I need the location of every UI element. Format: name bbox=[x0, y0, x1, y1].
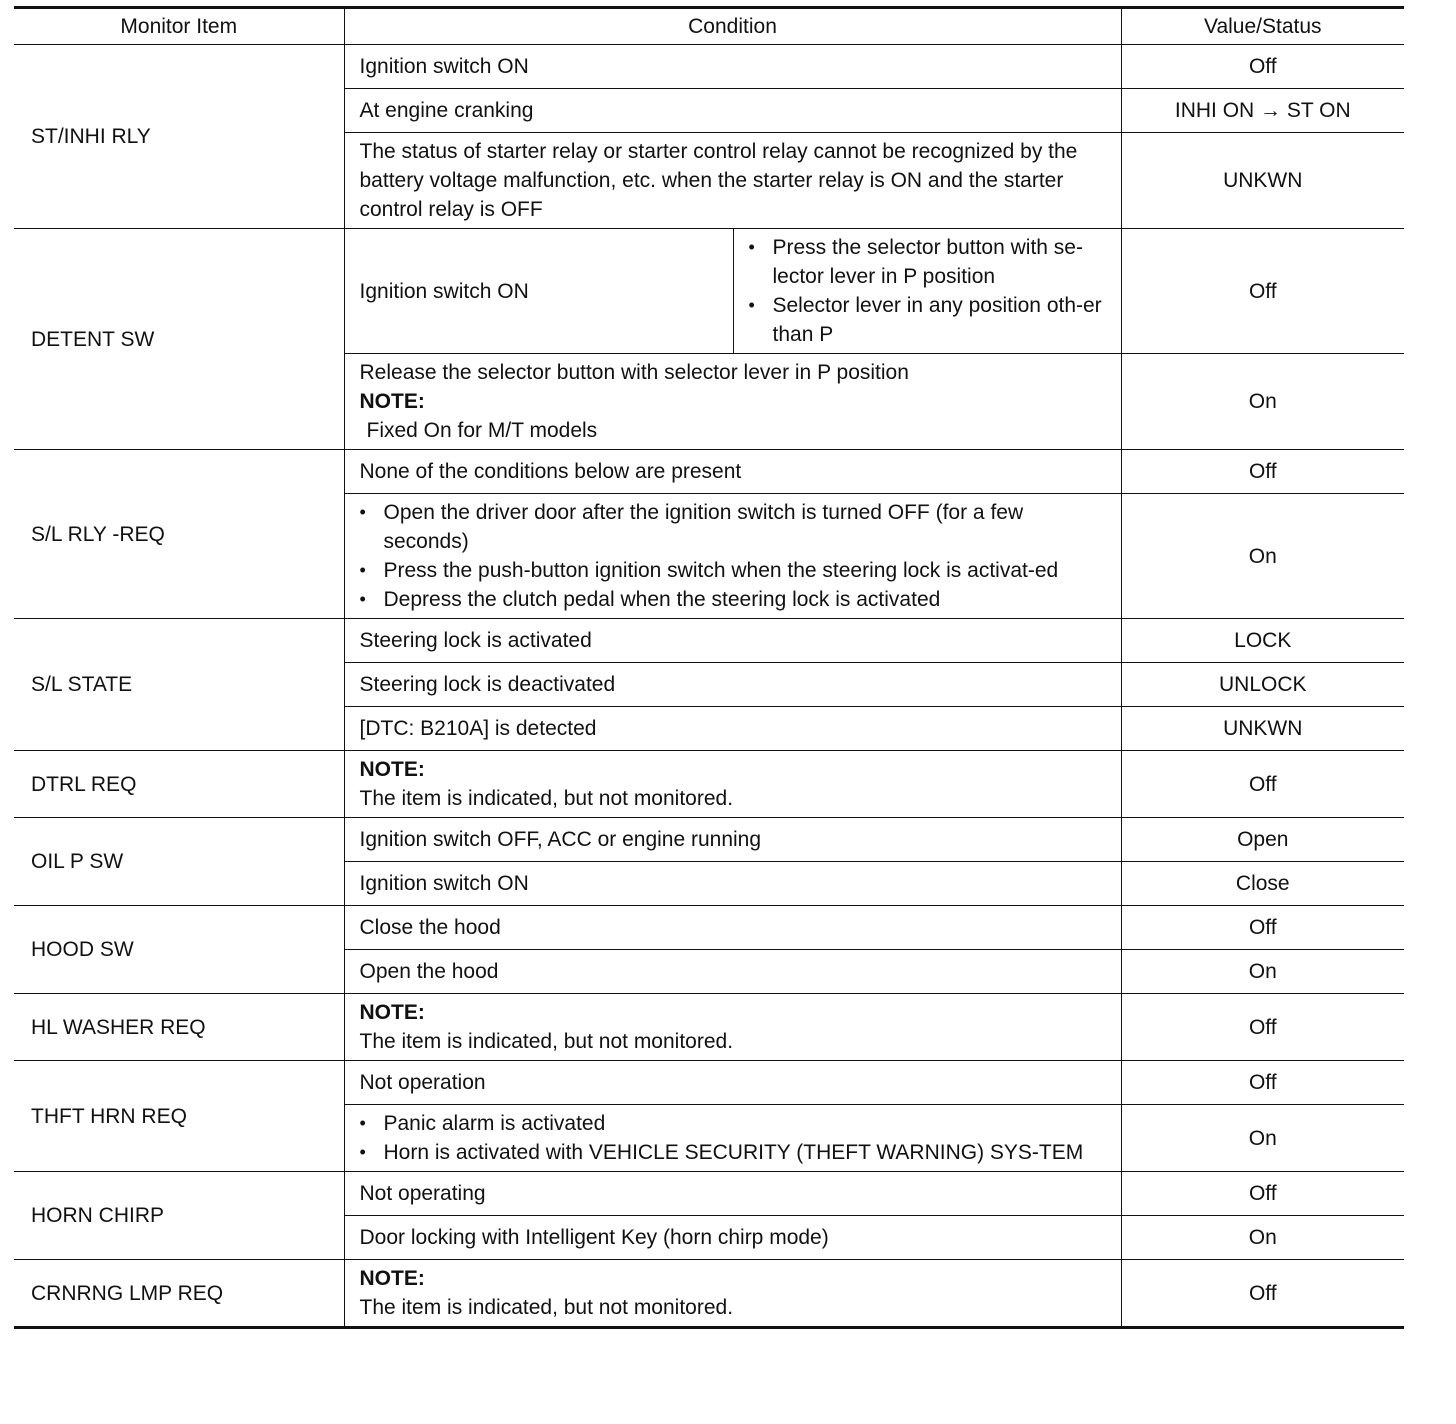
monitor-item: DTRL REQ bbox=[14, 751, 344, 818]
monitor-item: ST/INHI RLY bbox=[14, 45, 344, 229]
bullet-item: • Selector lever in any position oth-er than P bbox=[749, 291, 1107, 349]
note-text: The item is indicated, but not monitored. bbox=[359, 787, 734, 810]
table-row bbox=[14, 818, 1404, 862]
value-cell: Off bbox=[1121, 450, 1404, 494]
value-cell: Off bbox=[1121, 751, 1404, 818]
value-cell: UNKWN bbox=[1121, 133, 1404, 229]
condition-cell bbox=[344, 1260, 1121, 1328]
bullet-item: • Depress the clutch pedal when the steering lock is activated bbox=[360, 585, 1107, 614]
condition-cell: None of the conditions below are present bbox=[344, 450, 1121, 494]
monitor-item: DETENT SW bbox=[14, 229, 344, 450]
value-cell: Off bbox=[1121, 229, 1404, 354]
header-monitor-item: Monitor Item bbox=[14, 8, 344, 45]
monitor-item: HL WASHER REQ bbox=[14, 994, 344, 1061]
monitor-item: THFT HRN REQ bbox=[14, 1061, 344, 1172]
monitor-item: OIL P SW bbox=[14, 818, 344, 906]
note-label: NOTE: bbox=[359, 1267, 425, 1290]
bullet-item: • Press the selector button with se-lector lever in P position bbox=[749, 233, 1107, 291]
bullet-item: • Press the push-button ignition switch when the steering lock is activat-ed bbox=[360, 556, 1107, 585]
value-cell: On bbox=[1121, 950, 1404, 994]
condition-cell: Door locking with Intelligent Key (horn chirp mode) bbox=[344, 1216, 1121, 1260]
value-cell: Open bbox=[1121, 818, 1404, 862]
value-cell: On bbox=[1121, 1216, 1404, 1260]
bullet-list bbox=[749, 233, 1107, 349]
monitor-table bbox=[14, 6, 1404, 1329]
condition-cell: The status of starter relay or starter control relay cannot be recognized by the battery voltage malfunction, etc. when the starter relay is ON and the starter control relay is OFF bbox=[344, 133, 1121, 229]
note-text: The item is indicated, but not monitored. bbox=[359, 1030, 734, 1053]
value-cell: Off bbox=[1121, 1061, 1404, 1105]
condition-cell bbox=[344, 751, 1121, 818]
condition-cell: Not operation bbox=[344, 1061, 1121, 1105]
condition-cell bbox=[344, 1105, 1121, 1172]
value-cell: On bbox=[1121, 354, 1404, 450]
table-row bbox=[14, 751, 1404, 818]
table-row bbox=[14, 906, 1404, 950]
value-cell: On bbox=[1121, 494, 1404, 619]
monitor-item: HORN CHIRP bbox=[14, 1172, 344, 1260]
monitor-item: HOOD SW bbox=[14, 906, 344, 994]
table-row bbox=[14, 229, 1404, 354]
bullet-item: • Open the driver door after the ignition switch is turned OFF (for a few seconds) bbox=[360, 498, 1107, 556]
condition-cell: Close the hood bbox=[344, 906, 1121, 950]
note-text: The item is indicated, but not monitored. bbox=[359, 1296, 734, 1319]
note-label: NOTE: bbox=[359, 1001, 425, 1024]
bullet-item: • Horn is activated with VEHICLE SECURITY (THEFT WARNING) SYS-TEM bbox=[360, 1138, 1107, 1167]
value-cell: UNLOCK bbox=[1121, 663, 1404, 707]
note-text: Fixed On for M/T models bbox=[366, 419, 598, 442]
condition-cell bbox=[344, 354, 1121, 450]
condition-cell: At engine cranking bbox=[344, 89, 1121, 133]
value-cell: Off bbox=[1121, 1172, 1404, 1216]
value-cell: UNKWN bbox=[1121, 707, 1404, 751]
table-row bbox=[14, 1061, 1404, 1105]
table-row bbox=[14, 1260, 1404, 1328]
value-cell: Off bbox=[1121, 1260, 1404, 1328]
header-condition: Condition bbox=[344, 8, 1121, 45]
table-row bbox=[14, 994, 1404, 1061]
monitor-item: CRNRNG LMP REQ bbox=[14, 1260, 344, 1328]
value-cell: Close bbox=[1121, 862, 1404, 906]
note-label: NOTE: bbox=[359, 758, 425, 781]
condition-cell: Not operating bbox=[344, 1172, 1121, 1216]
condition-cell: Ignition switch OFF, ACC or engine running bbox=[344, 818, 1121, 862]
table-row bbox=[14, 1172, 1404, 1216]
condition-cell: [DTC: B210A] is detected bbox=[344, 707, 1121, 751]
monitor-item: S/L STATE bbox=[14, 619, 344, 751]
condition-cell bbox=[344, 494, 1121, 619]
bullet-list bbox=[360, 498, 1107, 614]
monitor-item: S/L RLY -REQ bbox=[14, 450, 344, 619]
table-row bbox=[14, 619, 1404, 663]
value-cell: Off bbox=[1121, 906, 1404, 950]
value-cell: LOCK bbox=[1121, 619, 1404, 663]
table-row bbox=[14, 45, 1404, 89]
header-value-status: Value/Status bbox=[1121, 8, 1404, 45]
table-header-row bbox=[14, 8, 1404, 45]
value-cell: Off bbox=[1121, 994, 1404, 1061]
table-row bbox=[14, 450, 1404, 494]
condition-cell bbox=[344, 994, 1121, 1061]
condition-cell: Ignition switch ON bbox=[344, 45, 1121, 89]
condition-cell: Steering lock is activated bbox=[344, 619, 1121, 663]
bullet-list bbox=[360, 1109, 1107, 1167]
condition-cell: Steering lock is deactivated bbox=[344, 663, 1121, 707]
condition-detail-cell bbox=[733, 229, 1121, 354]
value-cell: Off bbox=[1121, 45, 1404, 89]
value-cell: INHI ON → ST ON bbox=[1121, 89, 1404, 133]
value-cell: On bbox=[1121, 1105, 1404, 1172]
bullet-item: • Panic alarm is activated bbox=[360, 1109, 1107, 1138]
note-label: NOTE: bbox=[359, 390, 425, 413]
condition-text: Release the selector button with selector lever in P position bbox=[359, 361, 909, 384]
condition-cell: Ignition switch ON bbox=[344, 862, 1121, 906]
condition-cell: Open the hood bbox=[344, 950, 1121, 994]
condition-cell: Ignition switch ON bbox=[344, 229, 733, 354]
